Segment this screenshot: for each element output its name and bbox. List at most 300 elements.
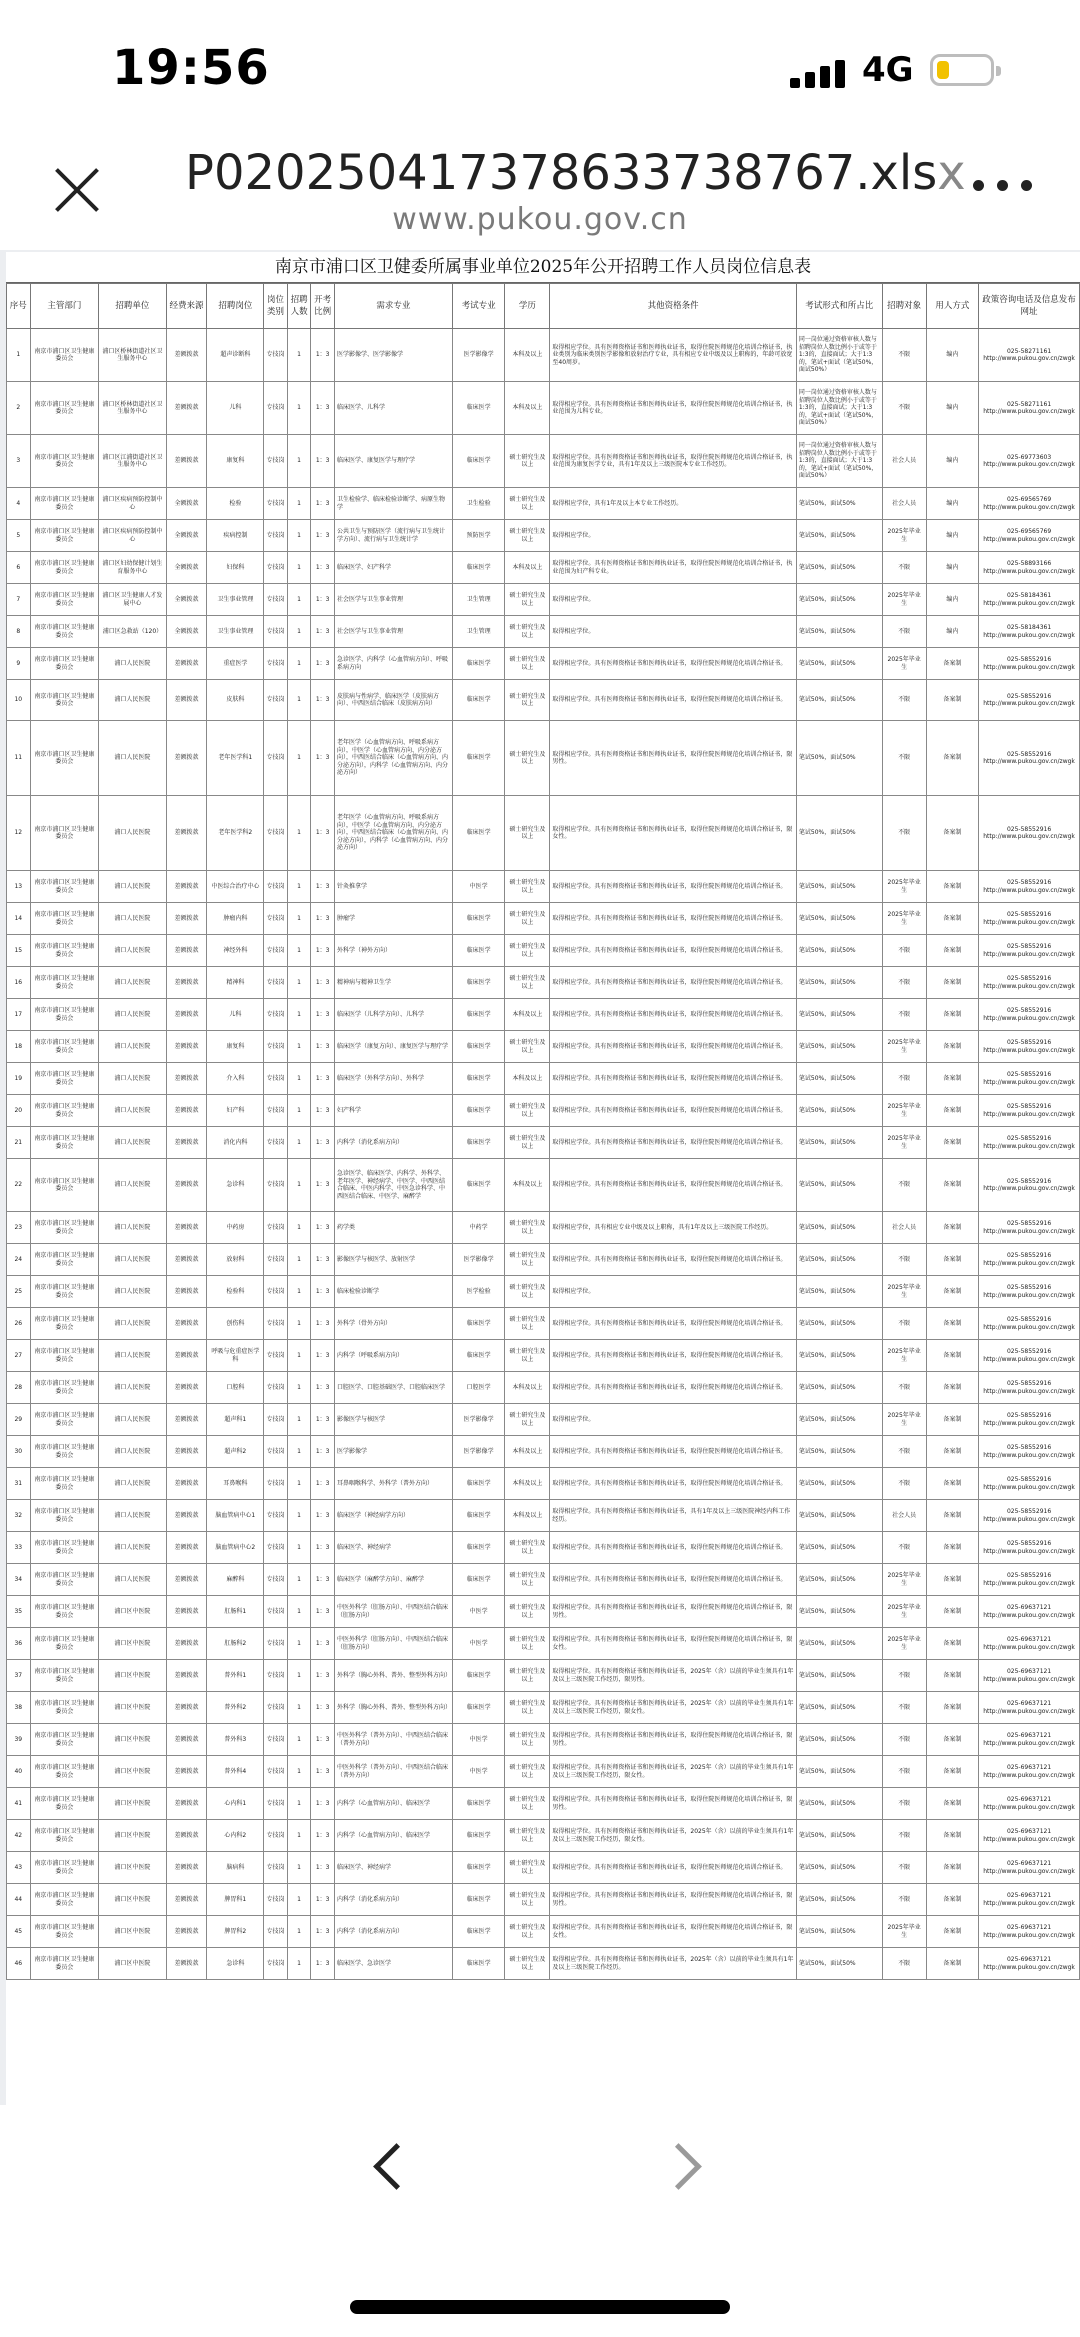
table-cell: 南京市浦口区卫生健康委员会: [30, 1244, 99, 1276]
table-cell: 南京市浦口区卫生健康委员会: [30, 903, 99, 935]
table-cell: 025-69637121 http://www.pukou.gov.cn/zwgk: [979, 1724, 1080, 1756]
table-cell: 38: [7, 1692, 31, 1724]
table-cell: 差额拨款: [166, 1127, 207, 1159]
table-cell: 耳鼻喉科: [207, 1468, 264, 1500]
table-row[interactable]: [7, 1500, 1080, 1532]
table-cell: 笔试50%，面试50%: [796, 1596, 882, 1628]
table-cell: 妇保科: [207, 552, 264, 584]
table-cell: 差额拨款: [166, 1244, 207, 1276]
table-row[interactable]: [7, 1820, 1080, 1852]
table-cell: 南京市浦口区卫生健康委员会: [30, 1468, 99, 1500]
table-cell: 儿科: [207, 999, 264, 1031]
table-cell: 备案制: [926, 1276, 979, 1308]
table-cell: 1: [287, 1468, 311, 1500]
table-cell: 公共卫生与预防医学（流行病与卫生统计学方向）、流行病与卫生统计学: [334, 520, 452, 552]
table-cell: 1: [287, 1532, 311, 1564]
table-cell: 2025年毕业生: [882, 584, 926, 616]
table-cell: 专技岗: [264, 1628, 288, 1660]
table-cell: 医学影像学: [452, 1244, 505, 1276]
table-cell: 1: [287, 1788, 311, 1820]
table-cell: 28: [7, 1372, 31, 1404]
table-row[interactable]: [7, 1852, 1080, 1884]
source-domain: www.pukou.gov.cn: [392, 202, 688, 237]
table-cell: 不限: [882, 935, 926, 967]
table-row[interactable]: [7, 488, 1080, 520]
table-cell: 不限: [882, 1244, 926, 1276]
table-cell: 笔试50%，面试50%: [796, 1660, 882, 1692]
table-cell: 专技岗: [264, 1532, 288, 1564]
table-cell: 1：3: [311, 1276, 335, 1308]
table-cell: 普外科1: [207, 1660, 264, 1692]
table-cell: 专技岗: [264, 1820, 288, 1852]
table-row[interactable]: [7, 1660, 1080, 1692]
table-cell: 差额拨款: [166, 1660, 207, 1692]
column-header: 招聘岗位: [207, 284, 264, 329]
table-row[interactable]: [7, 1127, 1080, 1159]
table-cell: 差额拨款: [166, 680, 207, 721]
table-cell: 取得相应学位。具有医师资格证书和医师执业证书，2025年（含）以前的毕业生须具有1年及以上三级医院工作经历，限女性。: [550, 1692, 797, 1724]
table-cell: 南京市浦口区卫生健康委员会: [30, 1436, 99, 1468]
table-cell: 1: [287, 1756, 311, 1788]
table-cell: 备案制: [926, 1692, 979, 1724]
table-cell: 备案制: [926, 1212, 979, 1244]
table-row[interactable]: [7, 1564, 1080, 1596]
table-row[interactable]: [7, 1532, 1080, 1564]
table-row[interactable]: [7, 616, 1080, 648]
table-row[interactable]: [7, 1095, 1080, 1127]
table-cell: 025-58552916 http://www.pukou.gov.cn/zwgk: [979, 1308, 1080, 1340]
table-row[interactable]: [7, 1308, 1080, 1340]
table-cell: 浦口区中医院: [99, 1628, 167, 1660]
table-cell: 1: [287, 1500, 311, 1532]
table-cell: 肛肠科1: [207, 1596, 264, 1628]
table-row[interactable]: [7, 1724, 1080, 1756]
home-indicator[interactable]: [350, 2300, 730, 2314]
table-cell: 取得相应学位。具有医师资格证书和医师执业证书，取得住院医师规范化培训合格证书。: [550, 935, 797, 967]
table-row[interactable]: [7, 1948, 1080, 1980]
table-cell: 2025年毕业生: [882, 1404, 926, 1436]
table-cell: 妇产科学: [334, 1095, 452, 1127]
table-cell: 1：3: [311, 1596, 335, 1628]
table-cell: 1：3: [311, 1212, 335, 1244]
table-row[interactable]: [7, 1628, 1080, 1660]
document-viewport[interactable]: [0, 250, 1080, 2105]
table-cell: 临床医学: [452, 935, 505, 967]
table-cell: 1: [287, 1564, 311, 1596]
table-row[interactable]: [7, 520, 1080, 552]
table-cell: 硕士研究生及以上: [505, 1596, 550, 1628]
table-row[interactable]: [7, 1788, 1080, 1820]
table-cell: 25: [7, 1276, 31, 1308]
table-cell: 临床医学（神经病学方向）: [334, 1500, 452, 1532]
table-row[interactable]: [7, 1063, 1080, 1095]
table-cell: 南京市浦口区卫生健康委员会: [30, 1628, 99, 1660]
table-cell: 差额拨款: [166, 1500, 207, 1532]
table-cell: 本科及以上: [505, 1063, 550, 1095]
table-cell: 临床医学: [452, 1340, 505, 1372]
table-cell: 硕士研究生及以上: [505, 1884, 550, 1916]
table-cell: 取得相应学位。具有医师资格证书和医师执业证书，取得住院医师规范化培训合格证书。: [550, 999, 797, 1031]
table-cell: 南京市浦口区卫生健康委员会: [30, 871, 99, 903]
table-cell: 取得相应学位。具有医师资格证书和医师执业证书，取得住院医师规范化培训合格证书。: [550, 1095, 797, 1127]
table-cell: 专技岗: [264, 1212, 288, 1244]
table-cell: 不限: [882, 967, 926, 999]
table-row[interactable]: [7, 1692, 1080, 1724]
table-cell: 南京市浦口区卫生健康委员会: [30, 1127, 99, 1159]
table-cell: 22: [7, 1159, 31, 1212]
positions-table: [6, 283, 1080, 1980]
table-header-row: [7, 284, 1080, 329]
table-cell: 编内: [926, 435, 979, 488]
table-cell: 11: [7, 721, 31, 796]
table-cell: 临床医学: [452, 721, 505, 796]
table-cell: 39: [7, 1724, 31, 1756]
table-row[interactable]: [7, 1276, 1080, 1308]
table-cell: 医学影像学、医学影像学: [334, 329, 452, 382]
table-cell: 南京市浦口区卫生健康委员会: [30, 1159, 99, 1212]
table-cell: 肿瘤学: [334, 903, 452, 935]
table-cell: 备案制: [926, 1372, 979, 1404]
table-cell: 专技岗: [264, 796, 288, 871]
table-row[interactable]: [7, 648, 1080, 680]
table-cell: 社会人员: [882, 488, 926, 520]
table-cell: 专技岗: [264, 1788, 288, 1820]
table-cell: 编内: [926, 382, 979, 435]
table-cell: 备案制: [926, 967, 979, 999]
dot-icon: [1021, 180, 1032, 191]
table-cell: 不限: [882, 1788, 926, 1820]
table-cell: 南京市浦口区卫生健康委员会: [30, 1500, 99, 1532]
table-row[interactable]: [7, 1159, 1080, 1212]
table-cell: 差额拨款: [166, 796, 207, 871]
table-row[interactable]: [7, 1372, 1080, 1404]
table-cell: 1：3: [311, 520, 335, 552]
table-row[interactable]: [7, 903, 1080, 935]
table-cell: 1: [287, 1063, 311, 1095]
table-cell: 硕士研究生及以上: [505, 1724, 550, 1756]
table-cell: 临床医学: [452, 1308, 505, 1340]
table-cell: 差额拨款: [166, 1468, 207, 1500]
table-cell: 备案制: [926, 1852, 979, 1884]
table-cell: 南京市浦口区卫生健康委员会: [30, 1692, 99, 1724]
table-row[interactable]: [7, 680, 1080, 721]
table-cell: 笔试50%，面试50%: [796, 1756, 882, 1788]
table-cell: 皮肤病与性病学、临床医学（皮肤病方向）、中西医结合临床（皮肤病方向）: [334, 680, 452, 721]
table-cell: 025-58552916 http://www.pukou.gov.cn/zwgk: [979, 1127, 1080, 1159]
table-cell: 2025年毕业生: [882, 1340, 926, 1372]
bottom-navigation: [0, 2105, 1080, 2337]
table-cell: 同一岗位通过资格审核人数与招聘岗位人数比例小于或等于1:3的，直接面试；大于1:3的，笔试+面试（笔试50%，面试50%）: [796, 435, 882, 488]
table-row[interactable]: [7, 871, 1080, 903]
table-cell: 呼吸与危重症医学科: [207, 1340, 264, 1372]
table-cell: 临床医学、急诊医学: [334, 1948, 452, 1980]
table-cell: 专技岗: [264, 648, 288, 680]
table-cell: 精神病与精神卫生学: [334, 967, 452, 999]
table-row[interactable]: [7, 1031, 1080, 1063]
table-cell: 硕士研究生及以上: [505, 1244, 550, 1276]
table-cell: 025-69637121 http://www.pukou.gov.cn/zwgk: [979, 1596, 1080, 1628]
table-row[interactable]: [7, 999, 1080, 1031]
table-cell: 临床医学: [452, 1852, 505, 1884]
table-cell: 取得相应学位。: [550, 1404, 797, 1436]
table-cell: 取得相应学位。具有医师资格证书和医师执业证书，取得住院医师规范化培训合格证书。: [550, 967, 797, 999]
table-cell: 硕士研究生及以上: [505, 1948, 550, 1980]
table-cell: 硕士研究生及以上: [505, 871, 550, 903]
table-cell: 耳鼻咽喉科学、外科学（普外方向）: [334, 1468, 452, 1500]
table-cell: 取得相应学位。具有医师资格证书和医师执业证书，取得住院医师规范化培训合格证书。: [550, 1468, 797, 1500]
table-cell: 备案制: [926, 1660, 979, 1692]
table-cell: 1: [287, 680, 311, 721]
table-cell: 南京市浦口区卫生健康委员会: [30, 1564, 99, 1596]
table-cell: 浦口人民医院: [99, 1468, 167, 1500]
table-cell: 取得相应学位。具有医师资格证书和医师执业证书，2025年（含）以前的毕业生须具有1年及以上三级医院工作经历。: [550, 1948, 797, 1980]
table-row[interactable]: [7, 584, 1080, 616]
table-row[interactable]: [7, 552, 1080, 584]
table-cell: 卫生事业管理: [207, 616, 264, 648]
table-row[interactable]: [7, 796, 1080, 871]
table-cell: 025-69637121 http://www.pukou.gov.cn/zwgk: [979, 1660, 1080, 1692]
table-cell: 中药房: [207, 1212, 264, 1244]
table-cell: 取得相应学位。: [550, 584, 797, 616]
table-cell: 中医学: [452, 871, 505, 903]
table-cell: 专技岗: [264, 1852, 288, 1884]
table-cell: 浦口人民医院: [99, 999, 167, 1031]
table-cell: 笔试50%，面试50%: [796, 1884, 882, 1916]
table-cell: 硕士研究生及以上: [505, 1852, 550, 1884]
table-row[interactable]: [7, 1596, 1080, 1628]
table-cell: 备案制: [926, 1308, 979, 1340]
table-cell: 浦口人民医院: [99, 1404, 167, 1436]
table-cell: 临床医学: [452, 1031, 505, 1063]
table-cell: 笔试50%，面试50%: [796, 1340, 882, 1372]
next-page-icon[interactable]: [655, 2143, 702, 2190]
column-header: 主管部门: [30, 284, 99, 329]
table-cell: 1：3: [311, 1756, 335, 1788]
table-cell: 专技岗: [264, 1127, 288, 1159]
table-cell: 脑血管病中心2: [207, 1532, 264, 1564]
table-cell: 检验: [207, 488, 264, 520]
table-cell: 差额拨款: [166, 1564, 207, 1596]
table-cell: 1：3: [311, 1404, 335, 1436]
table-cell: 内科学（消化系病方向）: [334, 1884, 452, 1916]
table-cell: 41: [7, 1788, 31, 1820]
table-cell: 不限: [882, 1063, 926, 1095]
table-row[interactable]: [7, 382, 1080, 435]
table-cell: 专技岗: [264, 1884, 288, 1916]
table-cell: 南京市浦口区卫生健康委员会: [30, 488, 99, 520]
table-cell: 取得相应学位。具有医师资格证书和医师执业证书，2025年（含）以前的毕业生须具有1年及以上三级医院工作经历，限女性。: [550, 1820, 797, 1852]
table-cell: 浦口人民医院: [99, 1212, 167, 1244]
column-header: 经费来源: [166, 284, 207, 329]
table-cell: 备案制: [926, 1948, 979, 1980]
table-row[interactable]: [7, 935, 1080, 967]
table-cell: 1: [287, 552, 311, 584]
table-row[interactable]: [7, 1436, 1080, 1468]
table-row[interactable]: [7, 1340, 1080, 1372]
table-cell: 药学类: [334, 1212, 452, 1244]
table-cell: 临床医学: [452, 1692, 505, 1724]
table-cell: 1：3: [311, 1948, 335, 1980]
table-cell: 1: [287, 1628, 311, 1660]
table-row[interactable]: [7, 1916, 1080, 1948]
table-cell: 硕士研究生及以上: [505, 935, 550, 967]
table-cell: 025-58552916 http://www.pukou.gov.cn/zwgk: [979, 1564, 1080, 1596]
table-cell: 1: [287, 903, 311, 935]
viewer-header: [0, 140, 1080, 250]
table-cell: 1: [287, 616, 311, 648]
table-cell: 专技岗: [264, 616, 288, 648]
table-row[interactable]: [7, 1244, 1080, 1276]
table-cell: 1：3: [311, 1660, 335, 1692]
table-cell: 笔试50%，面试50%: [796, 1063, 882, 1095]
previous-page-icon[interactable]: [373, 2143, 420, 2190]
table-cell: 16: [7, 967, 31, 999]
table-cell: 脾胃科2: [207, 1916, 264, 1948]
table-cell: 不限: [882, 1660, 926, 1692]
table-cell: 浦口人民医院: [99, 871, 167, 903]
table-cell: 不限: [882, 616, 926, 648]
table-cell: 笔试50%，面试50%: [796, 935, 882, 967]
table-cell: 影像医学与核医学、放射医学: [334, 1244, 452, 1276]
table-cell: 差额拨款: [166, 1212, 207, 1244]
table-cell: 取得相应学位。具有医师资格证书和医师执业证书，取得住院医师规范化培训合格证书。: [550, 871, 797, 903]
table-cell: 临床医学、神经病学: [334, 1852, 452, 1884]
table-cell: 南京市浦口区卫生健康委员会: [30, 1820, 99, 1852]
table-cell: 本科及以上: [505, 1468, 550, 1500]
table-cell: 笔试50%，面试50%: [796, 1212, 882, 1244]
table-cell: 南京市浦口区卫生健康委员会: [30, 1660, 99, 1692]
table-cell: 急诊科: [207, 1948, 264, 1980]
table-cell: 麻醉科: [207, 1564, 264, 1596]
table-cell: 1: [287, 1031, 311, 1063]
table-cell: 10: [7, 680, 31, 721]
table-cell: 外科学（骨外方向）: [334, 1308, 452, 1340]
table-cell: 卫生管理: [452, 584, 505, 616]
table-cell: 临床医学: [452, 680, 505, 721]
table-cell: 43: [7, 1852, 31, 1884]
more-options-button[interactable]: [973, 180, 1033, 196]
table-cell: 心内科1: [207, 1788, 264, 1820]
table-cell: 差额拨款: [166, 1596, 207, 1628]
table-cell: 南京市浦口区卫生健康委员会: [30, 721, 99, 796]
table-cell: 专技岗: [264, 935, 288, 967]
table-cell: 025-58552916 http://www.pukou.gov.cn/zwgk: [979, 1276, 1080, 1308]
table-cell: 临床医学: [452, 1820, 505, 1852]
table-cell: 南京市浦口区卫生健康委员会: [30, 1532, 99, 1564]
table-cell: 笔试50%，面试50%: [796, 1564, 882, 1596]
table-cell: 025-58184361 http://www.pukou.gov.cn/zwgk: [979, 616, 1080, 648]
table-cell: 1：3: [311, 1468, 335, 1500]
table-cell: 差额拨款: [166, 903, 207, 935]
table-cell: 康复科: [207, 435, 264, 488]
table-cell: 浦口区江浦街道社区卫生服务中心: [99, 435, 167, 488]
table-cell: 浦口区桥林街道社区卫生服务中心: [99, 382, 167, 435]
table-cell: 浦口人民医院: [99, 903, 167, 935]
table-row[interactable]: [7, 435, 1080, 488]
table-cell: 不限: [882, 1852, 926, 1884]
table-cell: 笔试50%，面试50%: [796, 680, 882, 721]
table-cell: 取得相应学位。具有医师资格证书和医师执业证书，取得住院医师规范化培训合格证书。: [550, 1852, 797, 1884]
table-cell: 025-58552916 http://www.pukou.gov.cn/zwgk: [979, 648, 1080, 680]
table-cell: 差额拨款: [166, 1308, 207, 1340]
table-cell: 专技岗: [264, 1692, 288, 1724]
table-cell: 备案制: [926, 796, 979, 871]
table-cell: 7: [7, 584, 31, 616]
table-cell: 6: [7, 552, 31, 584]
table-cell: 专技岗: [264, 1596, 288, 1628]
table-cell: 同一岗位通过资格审核人数与招聘岗位人数比例小于或等于1:3的，直接面试；大于1:3的，笔试+面试（笔试50%，面试50%）: [796, 382, 882, 435]
table-cell: 临床医学: [452, 552, 505, 584]
table-cell: 内科学（心血管病方向）、临床医学: [334, 1820, 452, 1852]
table-cell: 中医外科学（普外方向）、中西医结合临床（普外方向）: [334, 1756, 452, 1788]
table-row[interactable]: [7, 1884, 1080, 1916]
table-cell: 2025年毕业生: [882, 1095, 926, 1127]
table-cell: 差额拨款: [166, 1372, 207, 1404]
table-cell: 备案制: [926, 1756, 979, 1788]
table-cell: 康复科: [207, 1031, 264, 1063]
table-cell: 15: [7, 935, 31, 967]
table-cell: 中医学: [452, 1628, 505, 1660]
table-cell: 12: [7, 796, 31, 871]
table-cell: 老年医学科2: [207, 796, 264, 871]
table-cell: 临床医学、神经病学: [334, 1532, 452, 1564]
table-cell: 备案制: [926, 1628, 979, 1660]
table-cell: 南京市浦口区卫生健康委员会: [30, 680, 99, 721]
table-cell: 浦口区中医院: [99, 1788, 167, 1820]
table-row[interactable]: [7, 1404, 1080, 1436]
table-row[interactable]: [7, 329, 1080, 382]
table-cell: 浦口人民医院: [99, 1244, 167, 1276]
table-cell: 儿科: [207, 382, 264, 435]
table-cell: 心内科2: [207, 1820, 264, 1852]
table-cell: 1：3: [311, 871, 335, 903]
table-row[interactable]: [7, 1756, 1080, 1788]
table-row[interactable]: [7, 967, 1080, 999]
table-cell: 1: [287, 1596, 311, 1628]
table-cell: 笔试50%，面试50%: [796, 552, 882, 584]
table-cell: 浦口区中医院: [99, 1596, 167, 1628]
table-cell: 南京市浦口区卫生健康委员会: [30, 382, 99, 435]
table-cell: 南京市浦口区卫生健康委员会: [30, 1063, 99, 1095]
table-cell: 21: [7, 1127, 31, 1159]
table-cell: 全额拨款: [166, 584, 207, 616]
table-cell: 中医学: [452, 1596, 505, 1628]
table-cell: 社会人员: [882, 1212, 926, 1244]
table-cell: 1：3: [311, 1031, 335, 1063]
table-cell: 医学影像学: [452, 1436, 505, 1468]
table-cell: 025-58552916 http://www.pukou.gov.cn/zwgk: [979, 935, 1080, 967]
table-cell: 浦口人民医院: [99, 1532, 167, 1564]
table-cell: 差额拨款: [166, 1159, 207, 1212]
table-cell: 全额拨款: [166, 488, 207, 520]
table-cell: 浦口人民医院: [99, 1095, 167, 1127]
table-cell: 浦口区中医院: [99, 1724, 167, 1756]
table-cell: 1: [287, 1884, 311, 1916]
table-cell: 浦口人民医院: [99, 648, 167, 680]
table-cell: 浦口人民医院: [99, 1308, 167, 1340]
table-cell: 本科及以上: [505, 1159, 550, 1212]
table-cell: 不限: [882, 680, 926, 721]
table-cell: 浦口区中医院: [99, 1884, 167, 1916]
table-row[interactable]: [7, 1468, 1080, 1500]
table-cell: 30: [7, 1436, 31, 1468]
table-row[interactable]: [7, 1212, 1080, 1244]
table-cell: 1: [287, 435, 311, 488]
table-row[interactable]: [7, 721, 1080, 796]
table-cell: 笔试50%，面试50%: [796, 1159, 882, 1212]
table-cell: 硕士研究生及以上: [505, 648, 550, 680]
table-cell: 放射科: [207, 1244, 264, 1276]
